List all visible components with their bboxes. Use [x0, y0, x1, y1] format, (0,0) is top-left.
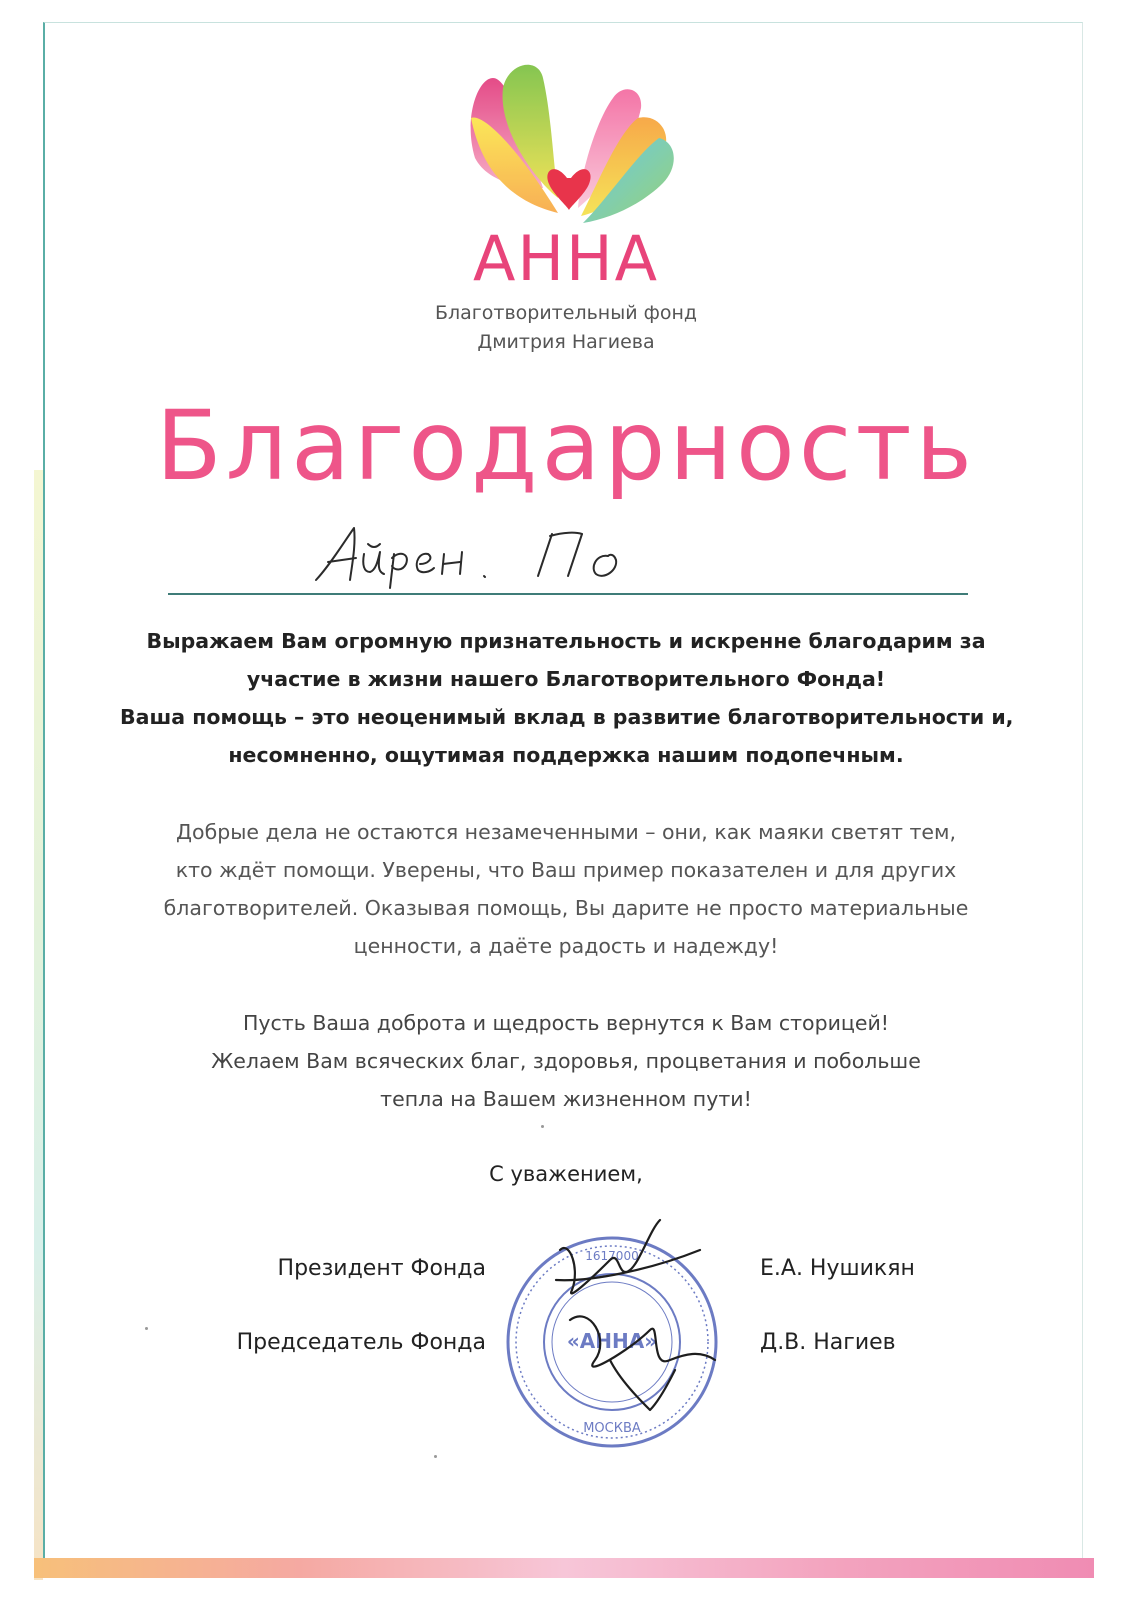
handwritten-recipient-name: [312, 520, 672, 590]
svg-text:«АННА»: «АННА»: [566, 1329, 658, 1353]
paragraph-gratitude: [120, 622, 1012, 774]
closing-regards: С уважением,: [489, 1162, 643, 1186]
signatory-role-chairman: Председатель Фонда: [236, 1330, 486, 1355]
paragraph-line: Ваша помощь – это неоценимый вклад в развитие благотворительности и,: [120, 705, 1014, 729]
paragraph-good-deeds: [120, 813, 1012, 965]
brand-subtitle-line1: Благотворительный фонд: [434, 302, 698, 324]
scan-speck: [434, 1455, 437, 1458]
brand-subtitle-line2: Дмитрия Нагиева: [477, 331, 655, 353]
scan-speck: [541, 1125, 544, 1128]
decorative-bottom-strip: [34, 1558, 1094, 1578]
foundation-stamp-icon: [500, 1210, 730, 1450]
anna-logo-icon: [463, 58, 681, 230]
svg-text:1617000: 1617000: [585, 1249, 639, 1263]
recipient-underline: [168, 593, 968, 595]
paragraph-line: благотворителей. Оказывая помощь, Вы дарите не просто материальные: [163, 896, 969, 920]
paragraph-line: кто ждёт помощи. Уверены, что Ваш пример показателен и для других: [175, 858, 957, 882]
signatory-name-chairman: Д.В. Нагиев: [760, 1330, 896, 1355]
paragraph-line: Добрые дела не остаются незамеченными – они, как маяки светят тем,: [176, 820, 956, 844]
paragraph-line: Желаем Вам всяческих благ, здоровья, процветания и побольше: [211, 1049, 921, 1073]
paragraph-line: ценности, а даёте радость и надежду!: [353, 934, 779, 958]
decorative-left-strip: [34, 470, 43, 1580]
signatory-role-president: Президент Фонда: [277, 1256, 486, 1281]
svg-text:МОСКВА: МОСКВА: [583, 1421, 641, 1436]
paragraph-line: тепла на Вашем жизненном пути!: [380, 1087, 752, 1111]
scan-speck: [145, 1327, 148, 1330]
certificate-title: Благодарность: [155, 390, 977, 502]
paragraph-wishes: [120, 1004, 1012, 1118]
paragraph-line: Пусть Ваша доброта и щедрость вернутся к Вам сторицей!: [242, 1011, 890, 1035]
paragraph-line: несомненно, ощутимая поддержка нашим подопечным.: [228, 743, 904, 767]
brand-name: АННА: [472, 222, 660, 295]
paragraph-line: участие в жизни нашего Благотворительного Фонда!: [246, 667, 886, 691]
signatory-name-president: Е.А. Нушикян: [760, 1256, 915, 1281]
paragraph-line: Выражаем Вам огромную признательность и искренне благодарим за: [146, 629, 986, 653]
